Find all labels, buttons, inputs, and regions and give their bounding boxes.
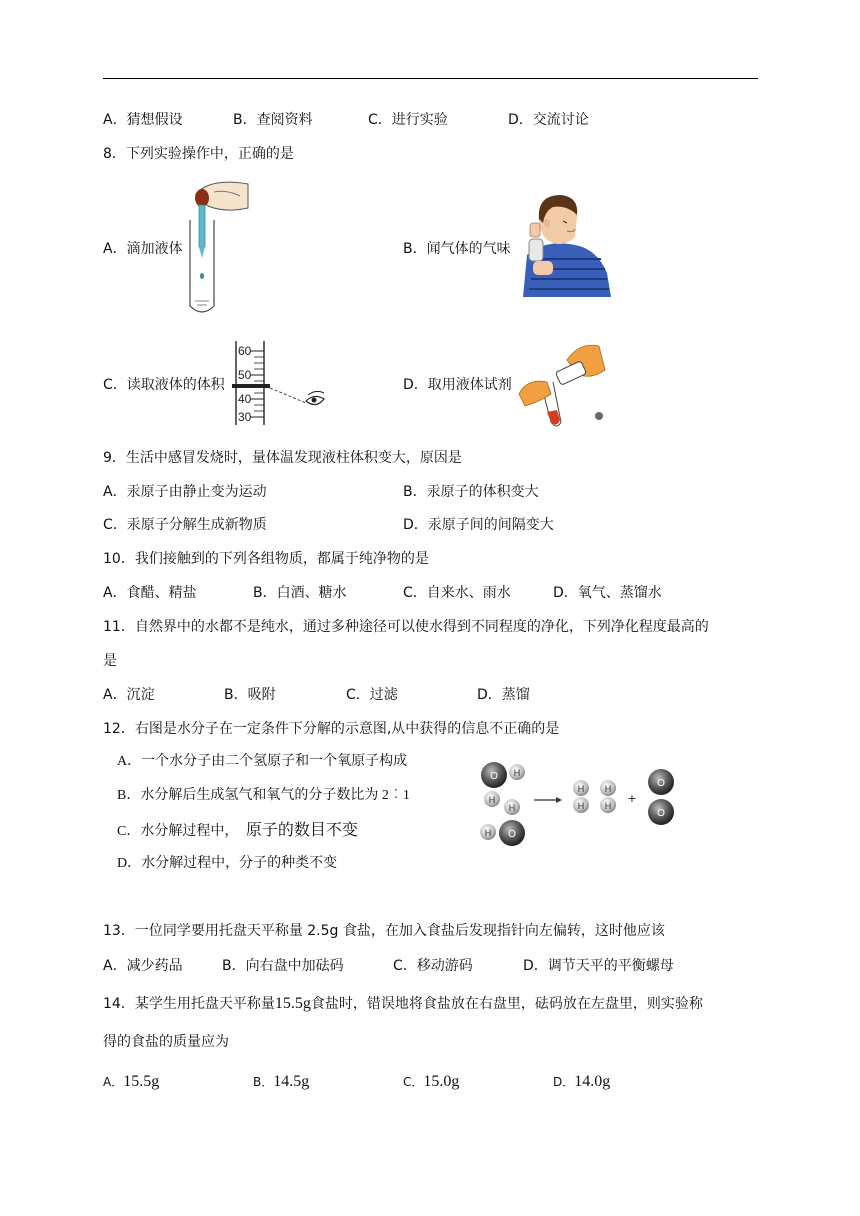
q12-option-c <box>117 822 358 841</box>
q13-option-a: A．减少药品 <box>103 958 183 974</box>
atom-h-7: H <box>604 784 612 794</box>
q14-stem-mass: 15.5g <box>274 995 311 1012</box>
q8-option-b: B．闻气体的气味 <box>403 241 511 257</box>
q14-stem-post: 食盐时，错误地将食盐放在右盘里，砝码放在左盘里，则实验称 <box>310 996 703 1012</box>
q9-option-c: C．汞原子分解生成新物质 <box>103 517 267 533</box>
graduated-cylinder-reading-illustration <box>228 335 333 430</box>
q10-stem: 10．我们接触到的下列各组物质，都属于纯净物的是 <box>103 551 429 567</box>
atom-h-2: H <box>488 795 496 805</box>
q14-option-d <box>553 1073 610 1091</box>
q11-option-d: D．蒸馏 <box>477 687 530 703</box>
q14-stem-line2: 得的食盐的质量应为 <box>103 1034 229 1050</box>
atom-h-4: H <box>484 828 492 838</box>
q7-option-b: B．查阅资料 <box>233 112 313 128</box>
pouring-liquid-illustration <box>517 340 607 430</box>
q14-option-d-value: 14.0g <box>574 1073 611 1090</box>
q8-option-d: D．取用液体试剂 <box>403 377 512 393</box>
header-rule <box>103 78 758 79</box>
q12-option-d: D．水分解过程中，分子的种类不变 <box>117 856 338 871</box>
q9-option-d: D．汞原子间的间隔变大 <box>403 517 554 533</box>
q10-option-a: A．食醋、精盐 <box>103 585 197 601</box>
q13-option-c: C．移动游码 <box>393 958 473 974</box>
q11-stem-line2: 是 <box>103 653 117 669</box>
atom-h-3: H <box>508 803 516 813</box>
q14-option-b <box>253 1073 309 1091</box>
q14-stem-pre: 14．某学生用托盘天平称量 <box>103 996 275 1012</box>
plus-sign: + <box>627 790 637 806</box>
q12-stem: 12．右图是水分子在一定条件下分解的示意图,从中获得的信息不正确的是 <box>103 721 560 737</box>
q10-option-d: D．氧气、蒸馏水 <box>553 585 662 601</box>
cylinder-tick-30: 30 <box>238 410 252 424</box>
atom-o-2: O <box>508 829 516 840</box>
atom-h-1: H <box>513 768 521 778</box>
atom-o-4: O <box>657 808 665 819</box>
q8-option-c: C．读取液体的体积 <box>103 377 225 393</box>
cylinder-tick-50: 50 <box>238 368 252 382</box>
q12-option-b: B．水分解后生成氢气和氧气的分子数比为 2︰1 <box>117 788 410 803</box>
q11-option-c: C．过滤 <box>346 687 398 703</box>
atom-h-5: H <box>577 784 585 794</box>
cylinder-tick-40: 40 <box>238 392 252 406</box>
q14-option-c-letter: C． <box>403 1075 424 1089</box>
q7-option-d: D．交流讨论 <box>508 112 589 128</box>
q14-option-c-value: 15.0g <box>423 1073 460 1090</box>
q9-option-b: B．汞原子的体积变大 <box>403 484 539 500</box>
q10-option-b: B．白酒、糖水 <box>253 585 347 601</box>
cylinder-tick-60: 60 <box>238 344 252 358</box>
q14-stem-line1 <box>103 995 703 1013</box>
atom-h-8: H <box>604 801 612 811</box>
q11-stem-line1: 11．自然界中的水都不是纯水，通过多种途径可以使水得到不同程度的净化，下列净化程度最高的 <box>103 619 709 635</box>
q14-option-a-value: 15.5g <box>123 1073 160 1090</box>
q7-option-c: C．进行实验 <box>368 112 448 128</box>
q8-option-a: A．滴加液体 <box>103 241 183 257</box>
q8-stem: 8．下列实验操作中，正确的是 <box>103 146 294 162</box>
atom-o-1: O <box>490 771 498 782</box>
q13-option-b: B．向右盘中加砝码 <box>222 958 344 974</box>
q10-option-c: C．自来水、雨水 <box>403 585 511 601</box>
q11-option-a: A．沉淀 <box>103 687 155 703</box>
q14-option-a <box>103 1073 159 1091</box>
q9-option-a: A．汞原子由静止变为运动 <box>103 484 267 500</box>
q14-option-b-letter: B． <box>253 1075 274 1089</box>
q12-option-a: A．一个水分子由二个氢原子和一个氧原子构成 <box>117 754 408 769</box>
boy-smelling-gas-illustration <box>515 193 615 298</box>
atom-o-3: O <box>657 778 665 789</box>
q13-stem: 13．一位同学要用托盘天平称量 2.5g 食盐，在加入食盐后发现指针向左偏转，这时他应该 <box>103 923 665 939</box>
q11-option-b: B．吸附 <box>224 687 276 703</box>
q14-option-b-value: 14.5g <box>273 1073 310 1090</box>
water-decomposition-diagram <box>472 755 712 855</box>
q14-option-c <box>403 1073 459 1091</box>
q14-option-d-letter: D． <box>553 1075 575 1089</box>
q13-option-d: D．调节天平的平衡螺母 <box>523 958 674 974</box>
q12-option-c-tail: 原子的数目不变 <box>245 822 358 839</box>
atom-h-6: H <box>577 801 585 811</box>
dropper-test-tube-illustration <box>178 178 250 316</box>
q7-option-a: A．猜想假设 <box>103 112 183 128</box>
q12-option-c-head: C．水分解过程中， <box>117 824 239 839</box>
q9-stem: 9．生活中感冒发烧时，量体温发现液柱体积变大，原因是 <box>103 450 462 466</box>
q14-option-a-letter: A． <box>103 1075 124 1089</box>
